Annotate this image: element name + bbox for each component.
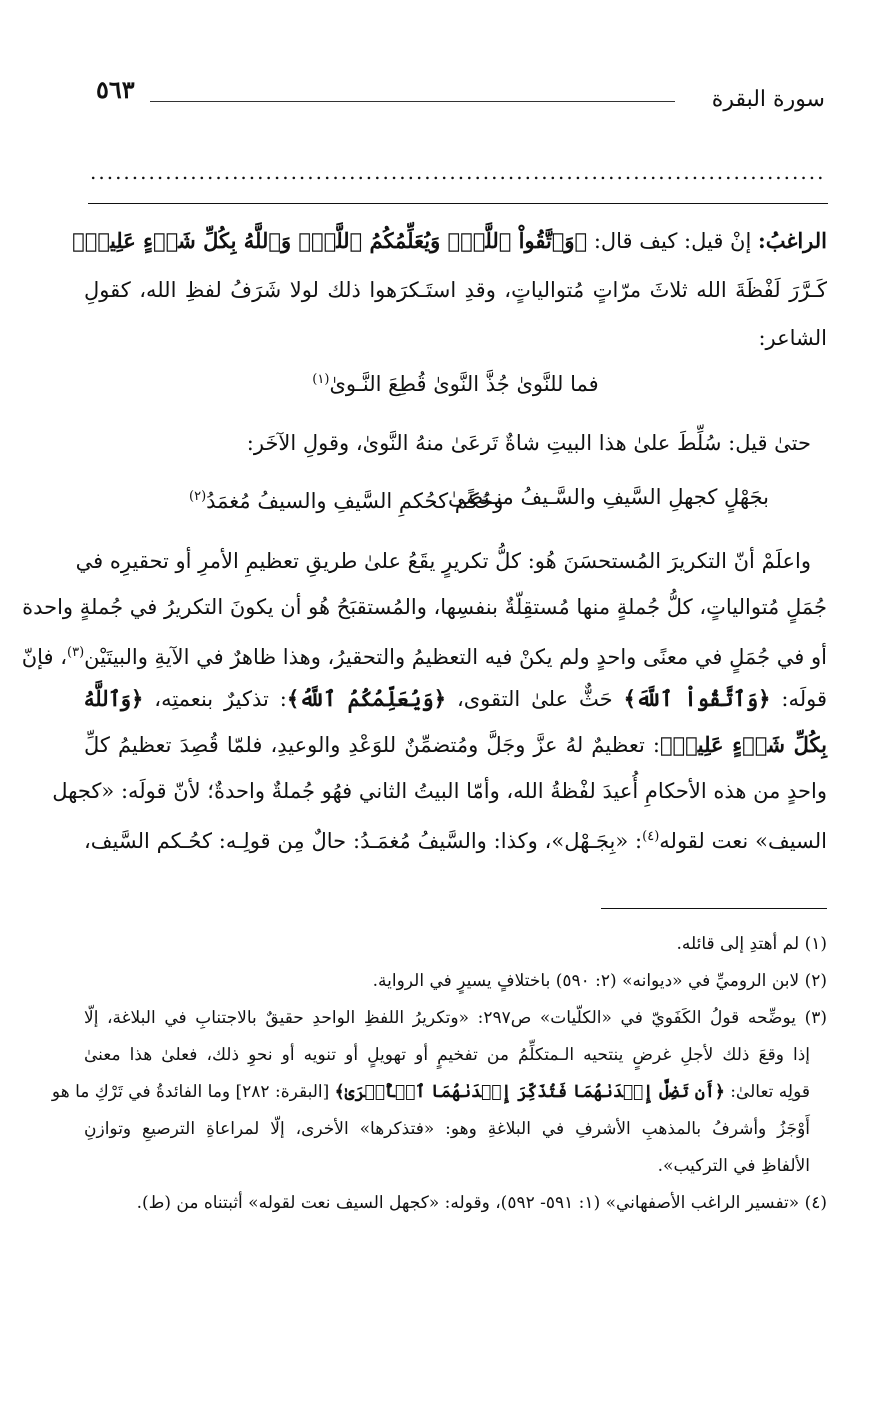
quran-verse: ﴿وَٱتَّقُواْ ٱللَّهَۖ وَيُعَلِّمُكُمُ ٱللَّهُۗ وَٱللَّهُ بِكُلِّ شَيۡءٍ عَلِيمٞ﴾ [72,228,588,253]
body-line-3: الشاعر: [758,326,827,350]
footnote-3-line-1: (٣) يوضِّحه قولُ الكَفَويّ في «الكلّيات» ص٢٩٧: «وتكريرُ اللفظِ الواحدِ حقيقٌ بالاجتنابِ في البلاغة، إلّا [84,1008,827,1028]
footnote-text: [البقرة: ٢٨٢] وما الفائدةُ في تَرْكِ ما هو [51,1082,335,1102]
footnote-3-line-5: الألفاظِ في التركيب». [657,1156,810,1176]
body-line-5: واعلَمْ أنّ التكريرَ المُستحسَنَ هُو: كلُّ تكريرٍ يقَعُ علىٰ طريقِ تعظيمِ الأمرِ أو تحقيرِه في [75,549,811,573]
footnote-ref: (٢) [189,489,207,504]
footnote-3-line-3 [51,1078,810,1107]
body-line-4: حتىٰ قيل: سُلِّطَ علىٰ هذا البيتِ شاةٌ تَرعَىٰ منهُ النَّوىٰ، وقولِ الآخَر: [246,431,811,455]
body-text: قولَه: [770,687,828,711]
body-text: : تذكيرٌ بنعمتِه، [143,687,287,711]
body-text: : «بِجَـهْل»، وكذا: والسَّيفُ مُغمَـدُ: حالٌ مِن قولِـه: كحُـكم السَّيف، [84,829,643,853]
body-line-10: واحدٍ من هذه الأحكامِ أُعيدَ لفْظةُ الله، وأمّا البيتُ الثاني فهُو جُملةٌ واحدةٌ؛ لأنّ قولَه: «كجهل [52,779,827,803]
footnote-1: (١) لم أهتدِ إلى قائله. [676,934,827,954]
poem-hemistich-right: بجَهْلٍ كجهلِ السَّيفِ والسَّـيفُ منـتضًىٰ [448,485,769,509]
body-line-8 [84,683,827,715]
poem-hemistich-left [189,481,503,517]
footnote-ref: (٣) [67,645,85,660]
poem-verse-1 [84,364,827,400]
body-line-6: جُمَلٍ مُتوالياتٍ، كلُّ جُملةٍ منها مُستقِلّةٌ بنفسِها، والمُستقبَحُ هُو أن يكونَ التكريرُ في جُملةٍ واحدة [22,595,827,619]
footnote-3-line-2: إذا وقعَ ذلك لأجلِ غرضٍ ينتحيه الـمتكلِّمُ من تفخيمٍ أو تهويلٍ أو تنويه أو نحوِ ذلك، فعلىٰ هذا معنىٰ [84,1045,810,1065]
quran-verse: ﴿وَٱتَّقُواْ ٱللَّهَ﴾ [623,686,771,711]
quran-verse: ﴿وَيُعَلِّمُكُمُ ٱللَّهُ﴾ [286,686,447,711]
header-dots: ........................................................................................ [90,162,825,182]
body-line-9 [84,729,827,761]
poem-text: وحُكم كحُكمِ السَّيفِ والسيفُ مُغمَدُ [206,489,504,513]
body-text: إنْ قيل: كيف قال: [587,229,758,253]
quran-verse: بِكُلِّ شَيۡءٍ عَلِيمٞ﴾ [659,732,827,757]
footnote-3-line-4: أَوْجَزُ وأشرفُ بالمذهبِ الأشرفِ في البلاغةِ وهو: «فتذكرها» الأخرى، إلّا لمراعاةِ الترصيعِ وتوازنِ [84,1119,810,1139]
quran-verse: ﴿وَٱللَّهُ [84,686,144,711]
footnote-ref: (١) [312,372,330,387]
header-separator [88,203,828,204]
quran-verse: ﴿أَن تَضِلَّ إِحۡدَىٰهُمَا فَتُذَكِّرَ إِحۡدَىٰهُمَا ٱلۡأُخۡرَىٰ﴾ [334,1082,725,1102]
poem-text: فما للنَّوىٰ جُذَّ النَّوىٰ قُطِعَ النَّـوىٰ [329,372,599,396]
footnote-ref: (٤) [642,829,660,844]
body-line-1 [72,225,827,257]
body-text: أو في جُمَلٍ في معنًى واحدٍ ولم يكنْ فيه التعظيمُ والتحقيرُ، وهذا ظاهرٌ في الآيةِ والبيتَيْن [84,645,827,669]
body-text: السيف» نعت لقوله [659,829,828,853]
footnote-text: قولِه تعالىٰ: [724,1082,810,1102]
body-text: حَثٌّ علىٰ التقوى، [446,687,624,711]
body-line-7 [21,637,827,673]
page-number: ٥٦٣ [96,75,135,104]
author-name: الراغبُ: [757,228,827,253]
footnote-separator [601,908,827,909]
body-text: ، فإنّ [21,645,68,669]
header-rule [150,101,675,102]
footnote-2: (٢) لابن الروميِّ في «ديوانه» (٢: ٥٩٠) باختلافٍ يسيرٍ في الرواية. [372,971,827,991]
body-line-2: كَـرَّرَ لَفْظَةَ الله ثلاثَ مرّاتٍ مُتوالياتٍ، وقدِ استَـكرَهوا ذلك لولا شَرَفُ لفظِ الله، كقولِ [84,278,827,302]
body-text: : تعظيمٌ لهُ عزَّ وجَلَّ ومُتضمِّنٌ للوَعْدِ والوعيدِ، فلمّا قُصِدَ تعظيمُ كلِّ [84,733,660,757]
body-line-11 [84,821,827,857]
footnote-4: (٤) «تفسير الراغب الأصفهاني» (١: ٥٩١- ٥٩٢)، وقوله: «كجهل السيف نعت لقوله» أثبتناه من (ط). [136,1193,827,1213]
surah-title: سورة البقرة [711,87,825,112]
